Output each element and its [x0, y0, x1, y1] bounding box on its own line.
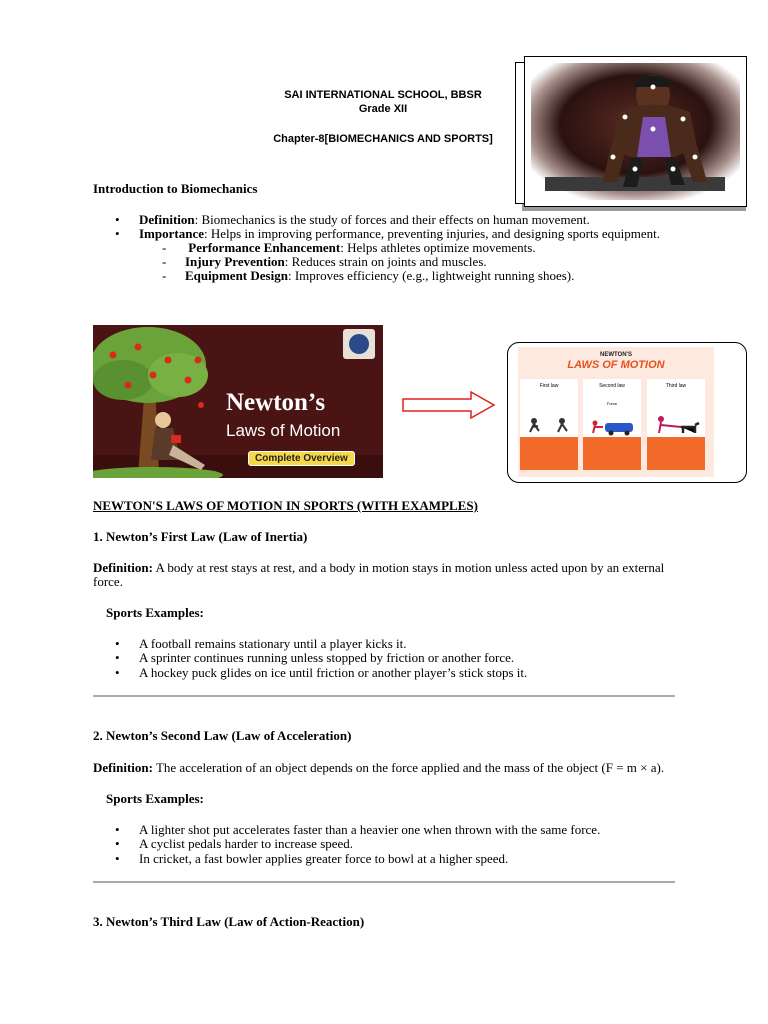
runner-icon [524, 417, 574, 437]
law-1-definition: Definition: A body at rest stays at rest, and a body in motion stays in motion unless acted upon by an external force. [93, 560, 665, 589]
panel-third-law: Third law [647, 379, 705, 470]
list-item: • A football remains stationary until a player kicks it. [93, 637, 733, 651]
list-item: • A lighter shot put accelerates faster than a heavier one when thrown with the same force. [93, 823, 733, 837]
law-2-heading: 2. Newton’s Second Law (Law of Acceleration) [93, 728, 352, 743]
section-title: NEWTON'S LAWS OF MOTION IN SPORTS (WITH EXAMPLES) [93, 498, 478, 513]
list-item: • Importance: Helps in improving performance, preventing injuries, and designing sports equipment. [93, 227, 733, 241]
car-icon [587, 419, 637, 437]
banner-subtitle: Laws of Motion [226, 421, 341, 440]
list-item: • A sprinter continues running unless stopped by friction or another force. [93, 651, 733, 665]
list-item: • A hockey puck glides on ice until friction or another player’s stick stops it. [93, 666, 733, 680]
intro-heading: Introduction to Biomechanics [93, 181, 258, 196]
sprinter-photo [524, 56, 747, 207]
banner-title: Newton’s [226, 389, 326, 416]
infographic-title: LAWS OF MOTION [567, 359, 665, 371]
panel-first-law: First law [520, 379, 578, 470]
law-2-definition: Definition: The acceleration of an object depends on the force applied and the mass of the object (F = m × a). [93, 760, 665, 775]
intro-sublist [93, 241, 733, 283]
law-1-examples [93, 637, 733, 680]
dog-walker-icon [651, 415, 701, 437]
law-2-examples [93, 823, 733, 866]
list-item: • In cricket, a fast bowler applies greater force to bowl at a higher speed. [93, 852, 733, 866]
intro-list [93, 213, 733, 242]
school-name: SAI INTERNATIONAL SCHOOL, BBSR [284, 89, 482, 101]
law-3-heading: 3. Newton’s Third Law (Law of Action-Reaction) [93, 914, 365, 929]
right-arrow-icon [401, 390, 497, 420]
infographic-top: NEWTON'S [600, 352, 632, 358]
banner-badge: Complete Overview [248, 451, 355, 466]
grade: Grade XII [358, 103, 408, 115]
chapter-title: Chapter-8[BIOMECHANICS AND SPORTS] [273, 133, 493, 145]
list-item: - Injury Prevention: Reduces strain on joints and muscles. [93, 255, 733, 269]
sprinter-icon [525, 57, 746, 206]
divider [93, 881, 675, 883]
list-item: - Performance Enhancement: Helps athletes optimize movements. [93, 241, 733, 255]
divider [93, 695, 675, 697]
list-item: • Definition: Biomechanics is the study of forces and their effects on human movement. [93, 213, 733, 227]
laws-infographic [507, 342, 747, 483]
law-1-examples-label: Sports Examples: [106, 605, 204, 620]
newton-banner [93, 325, 383, 478]
list-item: - Equipment Design: Improves efficiency (e.g., lightweight running shoes). [93, 269, 733, 283]
law-2-examples-label: Sports Examples: [106, 791, 204, 806]
law-1-heading: 1. Newton’s First Law (Law of Inertia) [93, 529, 308, 544]
list-item: • A cyclist pedals harder to increase speed. [93, 837, 733, 851]
panel-second-law: Second law Force [583, 379, 641, 470]
